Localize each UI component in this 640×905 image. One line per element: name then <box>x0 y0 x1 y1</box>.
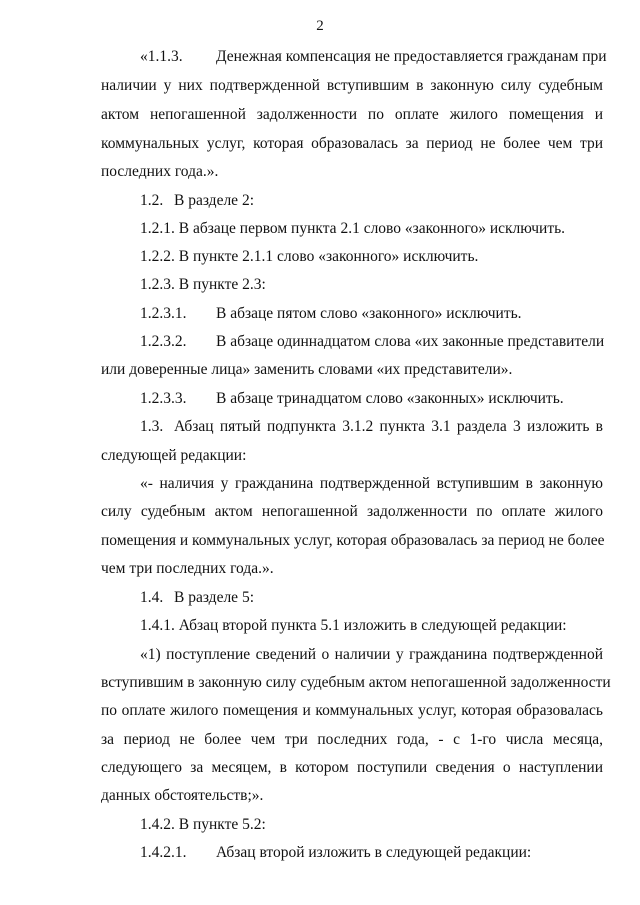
paragraph-1-4-2-1 <box>140 843 603 863</box>
paragraph-line: данных обстоятельств;». <box>101 787 264 804</box>
paragraph-text: В разделе 5: <box>174 589 254 606</box>
paragraph-line: следующей редакции: <box>101 447 247 464</box>
paragraph-line: следующего за месяцем, в котором поступили сведения о наступлении <box>101 759 603 776</box>
paragraph-1-2-3: 1.2.3. В пункте 2.3: <box>140 276 266 293</box>
paragraph-text: В абзаце одиннадцатом слова «их законные представители <box>216 333 605 350</box>
paragraph-text: В абзаце пятом слово «законного» исключить. <box>216 305 522 322</box>
clause-number: 1.2.3.2. <box>140 333 187 350</box>
paragraph-1-2-3-3 <box>140 389 603 409</box>
paragraph-line: силу судебным актом непогашенной задолженности по оплате жилого <box>101 503 603 520</box>
paragraph-text: Денежная компенсация не предоставляется гражданам при <box>216 48 607 65</box>
paragraph-line: наличии у них подтвержденной вступившим в законную силу судебным <box>101 77 603 94</box>
page-number: 2 <box>316 18 324 34</box>
paragraph-line: помещения и коммунальных услуг, которая образовалась за период не более <box>101 532 605 549</box>
paragraph-1-2-3-2-line-1 <box>140 332 603 352</box>
clause-number: 1.2. <box>140 192 164 209</box>
quoted-item-line-1: «1) поступление сведений о наличии у гражданина подтвержденной <box>140 646 603 663</box>
paragraph-1-2-1: 1.2.1. В абзаце первом пункта 2.1 слово «законного» исключить. <box>140 220 566 237</box>
paragraph-line: чем три последних года.». <box>101 560 274 577</box>
paragraph-text: Абзац второй изложить в следующей редакции: <box>216 844 532 861</box>
paragraph-1-1-3-line-1 <box>140 47 607 67</box>
quoted-paragraph-line-1: «- наличия у гражданина подтвержденной вступившим в законную <box>140 475 603 492</box>
paragraph-line: за период не более чем три последних года, - с 1-го числа месяца, <box>101 731 603 748</box>
clause-number: 1.2.3.3. <box>140 390 187 407</box>
paragraph-line: коммунальных услуг, которая образовалась за период не более чем три <box>101 135 603 152</box>
clause-number: «1.1.3. <box>140 48 183 65</box>
clause-number: 1.2.3.1. <box>140 305 187 322</box>
paragraph-line: или доверенные лица» заменить словами «их представители». <box>101 361 513 378</box>
paragraph-1-3-line-1 <box>140 417 603 437</box>
paragraph-line: последних года.». <box>101 163 219 180</box>
paragraph-1-4-1: 1.4.1. Абзац второй пункта 5.1 изложить в следующей редакции: <box>140 617 567 634</box>
paragraph-1-4 <box>140 588 603 608</box>
paragraph-line: по оплате жилого помещения и коммунальных услуг, которая образовалась <box>101 702 603 719</box>
paragraph-text: Абзац пятый подпункта 3.1.2 пункта 3.1 раздела 3 изложить в <box>174 418 603 435</box>
paragraph-text: В абзаце тринадцатом слово «законных» исключить. <box>216 390 564 407</box>
paragraph-text: В разделе 2: <box>174 192 254 209</box>
paragraph-line: актом непогашенной задолженности по оплате жилого помещения и <box>101 106 603 123</box>
paragraph-1-4-2: 1.4.2. В пункте 5.2: <box>140 816 266 833</box>
clause-number: 1.3. <box>140 418 164 435</box>
paragraph-line: вступившим в законную силу судебным актом непогашенной задолженности <box>101 674 611 691</box>
paragraph-1-2-3-1 <box>140 304 603 324</box>
clause-number: 1.4.2.1. <box>140 844 187 861</box>
paragraph-1-2 <box>140 191 603 211</box>
clause-number: 1.4. <box>140 589 164 606</box>
paragraph-1-2-2: 1.2.2. В пункте 2.1.1 слово «законного» исключить. <box>140 248 479 265</box>
